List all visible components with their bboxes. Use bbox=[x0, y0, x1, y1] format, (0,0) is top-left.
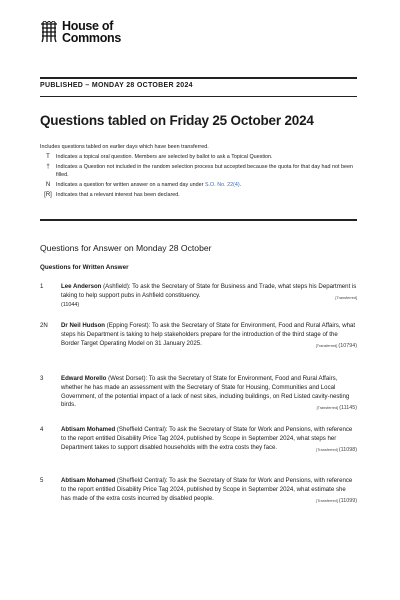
question-text: To ask the Secretary of State for Environment, Food and Rural Affairs, what steps his Department is taking to help stakeholders prepare for the introduction of the third stage of the Border Target Operating Model on 31 January 2025. bbox=[61, 322, 356, 347]
question-reference: (11098) bbox=[338, 447, 357, 453]
question-reference: (11044) bbox=[61, 301, 80, 308]
intro-text: Includes questions tabled on earlier days which have been transferred. bbox=[40, 144, 209, 150]
member-name: Edward Morello bbox=[61, 375, 107, 382]
member-constituency: (Sheffield Central): bbox=[115, 426, 168, 433]
key-text bbox=[56, 182, 360, 190]
member-constituency: (Sheffield Central): bbox=[115, 477, 168, 484]
key-row-dagger bbox=[40, 164, 360, 179]
transferred-status: [Transferred] (11099) bbox=[316, 498, 357, 504]
house-of-commons-logo bbox=[40, 20, 121, 44]
transferred-status: [Transferred] (10794) bbox=[315, 343, 357, 349]
page-title: Questions tabled on Friday 25 October 2024 bbox=[40, 113, 314, 128]
member-name: Dr Neil Hudson bbox=[61, 322, 106, 329]
key-text-after: . bbox=[239, 181, 242, 188]
question-body bbox=[61, 477, 357, 506]
question-text: To ask the Secretary of State for Work and Pensions, with reference to the report entitled Disability Price Tag 2024, published by Scope in September 2024, what estimate she has made of the extra costs incurred by disabled people. bbox=[61, 477, 353, 502]
symbol-key bbox=[40, 154, 360, 202]
member-name: Abtisam Mohamed bbox=[61, 477, 116, 484]
question-body bbox=[61, 283, 357, 309]
key-text-main: Indicates a question for written answer on a named day under bbox=[56, 181, 205, 188]
top-divider bbox=[40, 77, 357, 79]
transferred-status: [Transferred] (11098) bbox=[316, 447, 357, 453]
subsection-title: Questions for Written Answer bbox=[40, 264, 129, 271]
transferred-status: [Transferred] (11145) bbox=[316, 404, 357, 411]
question-number: 2N bbox=[40, 322, 48, 329]
section-divider bbox=[40, 219, 357, 221]
question-reference: (11099) bbox=[338, 498, 357, 504]
question-number: 5 bbox=[40, 477, 44, 484]
key-symbol: † bbox=[46, 163, 50, 170]
question-number: 4 bbox=[40, 426, 44, 433]
key-text: Indicates a topical oral question. Members are selected by ballot to ask a Topical Question. bbox=[56, 154, 273, 160]
portcullis-icon bbox=[40, 21, 58, 43]
key-row-relevant-interest bbox=[40, 192, 360, 200]
member-name: Lee Anderson bbox=[61, 283, 102, 290]
question-reference: (11145) bbox=[339, 404, 357, 411]
transferred-status: [Transferred] bbox=[335, 296, 357, 301]
key-symbol: [R] bbox=[44, 191, 52, 198]
key-symbol: N bbox=[45, 181, 51, 188]
question-text: To ask the Secretary of State for Business and Trade, what steps his Department is taking to help support pubs in Ashfield constituency. bbox=[61, 283, 357, 299]
member-constituency: (West Dorset): bbox=[106, 375, 148, 382]
question-number: 1 bbox=[40, 283, 44, 290]
key-row-topical bbox=[40, 154, 360, 162]
logo-line-1: House of bbox=[62, 19, 114, 33]
key-symbol: T bbox=[46, 154, 50, 160]
question-text: To ask the Secretary of State for Environment, Food and Rural Affairs, whether he has made an assessment with the Secretary of State for Housing, Communities and Local Government, of the potential impact of a lack of nest sites, including buildings, on Red Listed cavity-nesting birds. bbox=[61, 375, 350, 409]
key-row-named-day bbox=[40, 182, 360, 190]
logo-wordmark bbox=[62, 20, 121, 44]
member-constituency: (Epping Forest): bbox=[105, 322, 151, 329]
question-body bbox=[61, 322, 357, 351]
logo-line-2: Commons bbox=[62, 31, 122, 45]
question-text: To ask the Secretary of State for Work and Pensions, with reference to the report entitled Disability Price Tag 2024, published by Scope in September 2024, what steps her Department takes to support disabled households with the extra costs they face. bbox=[61, 426, 353, 451]
member-name: Abtisam Mohamed bbox=[61, 426, 116, 433]
question-body bbox=[61, 426, 357, 455]
published-divider bbox=[40, 96, 357, 97]
question-number: 3 bbox=[40, 375, 44, 382]
standing-order-link[interactable]: S.O. No. 22(4) bbox=[204, 181, 240, 188]
key-text: Indicates a Question not included in the random selection process but accepted because the quota for that day had not been filled. bbox=[56, 163, 353, 178]
question-reference: (10794) bbox=[338, 343, 357, 349]
section-title: Questions for Answer on Monday 28 October bbox=[40, 243, 212, 253]
member-constituency: (Ashfield): bbox=[101, 283, 131, 290]
question-body bbox=[61, 375, 357, 413]
key-text: Indicates that a relevant interest has been declared. bbox=[56, 191, 180, 198]
published-date: PUBLISHED – MONDAY 28 OCTOBER 2024 bbox=[40, 82, 193, 89]
